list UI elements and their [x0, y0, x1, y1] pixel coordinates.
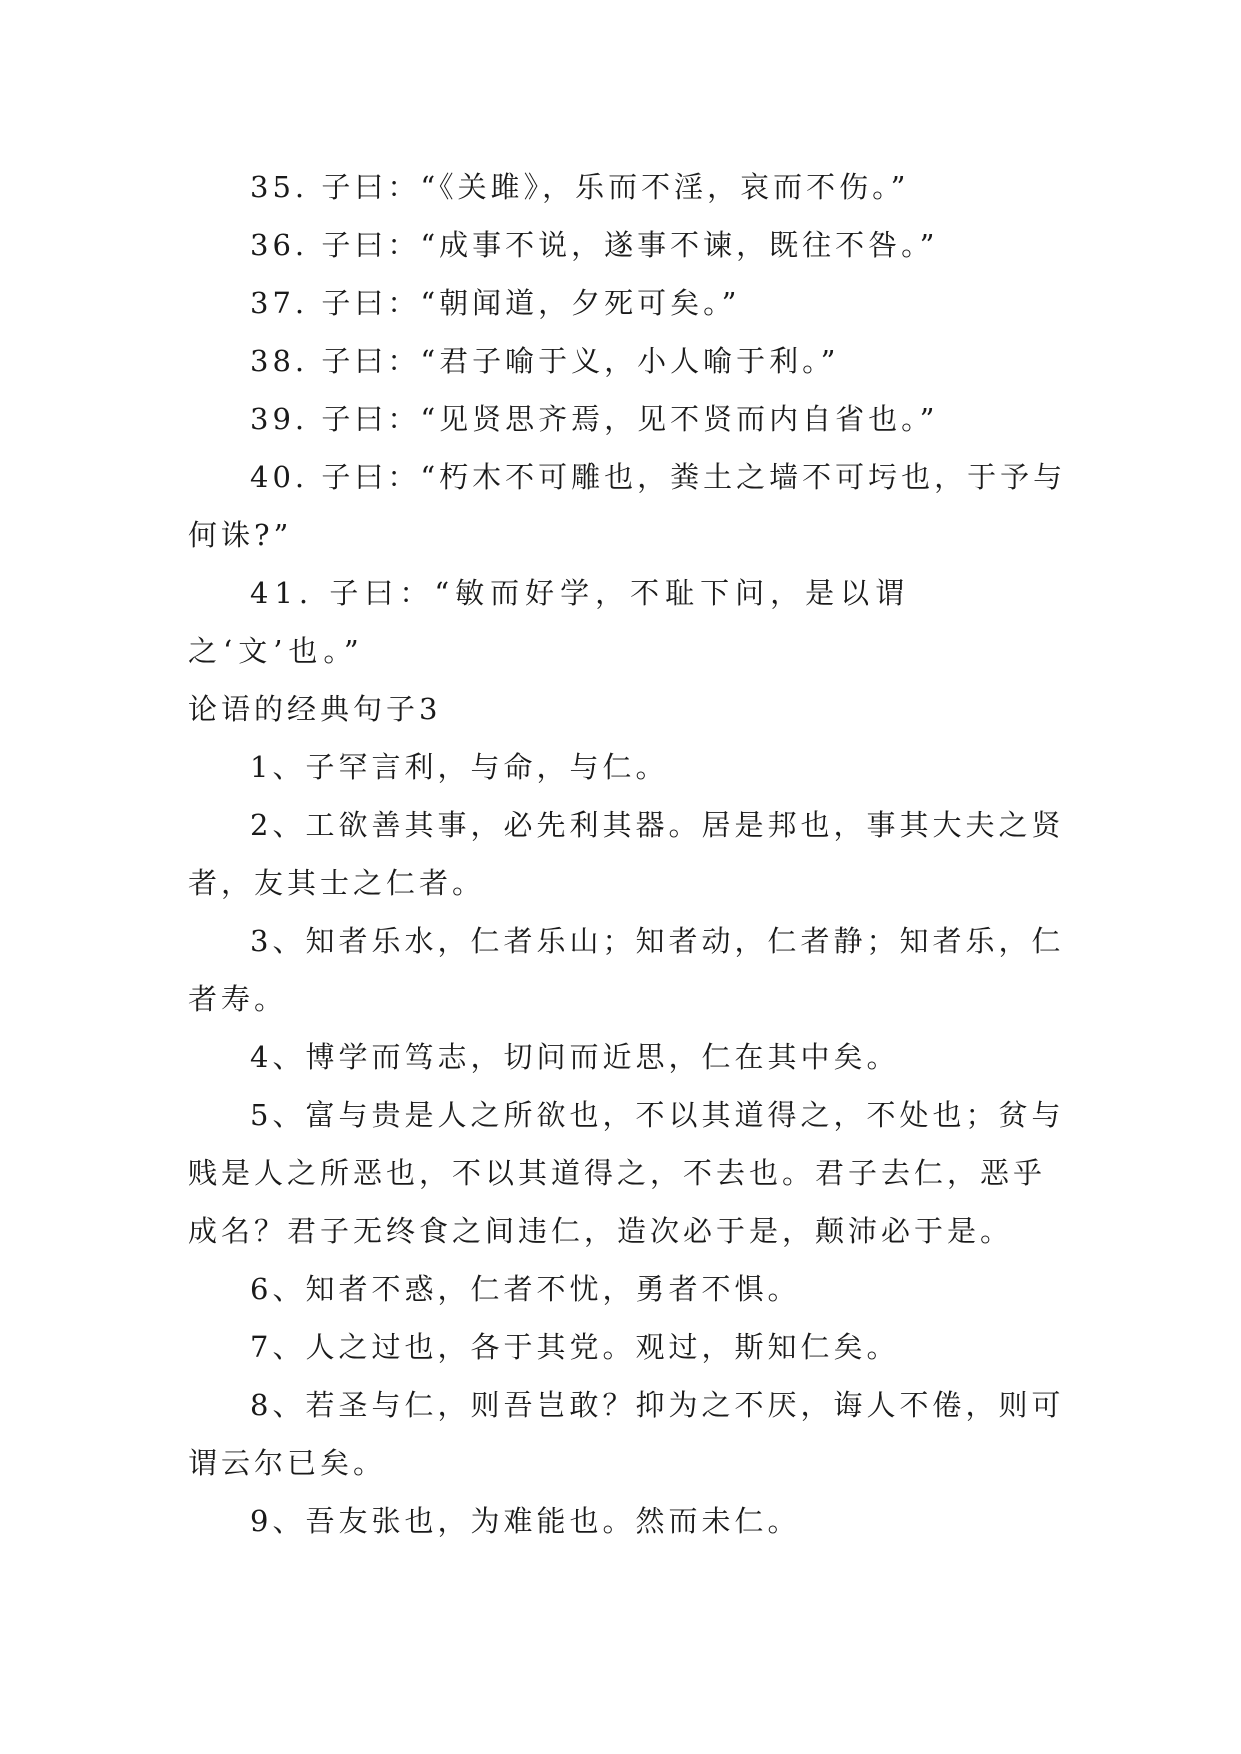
quote-38: 38. 子曰：“君子喻于义，小人喻于利。”: [250, 344, 840, 378]
sentence-2: 2、工欲善其事，必先利其器。居是邦也，事其大夫之贤者，友其士之仁者。: [188, 808, 1065, 900]
sentence-7: 7、人之过也，各于其党。观过，斯知仁矣。: [250, 1330, 900, 1364]
quote-39: 39. 子曰：“见贤思齐焉，见不贤而内自省也。”: [250, 402, 939, 436]
quote-36: 36. 子曰：“成事不说，遂事不谏，既往不咎。”: [250, 228, 939, 262]
document-body: [188, 158, 1068, 1550]
quote-41: 41. 子曰：“敏而好学，不耻下问，是以谓之‘文’也。”: [188, 576, 911, 668]
quote-40: 40. 子曰：“朽木不可雕也，粪土之墙不可圬也，于予与何诛?”: [188, 460, 1067, 552]
sentence-8: 8、若圣与仁，则吾岂敢？抑为之不厌，诲人不倦，则可谓云尔已矣。: [188, 1388, 1065, 1480]
sentence-9: 9、吾友张也，为难能也。然而未仁。: [250, 1504, 801, 1538]
quote-35: 35. 子曰：“《关雎》，乐而不淫，哀而不伤。”: [250, 170, 910, 204]
section-heading: 论语的经典句子3: [188, 692, 442, 726]
quote-37: 37. 子曰：“朝闻道，夕死可矣。”: [250, 286, 741, 320]
sentence-1: 1、子罕言利，与命，与仁。: [250, 750, 669, 784]
sentence-6: 6、知者不惑，仁者不忧，勇者不惧。: [250, 1272, 801, 1306]
sentence-3: 3、知者乐水，仁者乐山；知者动，仁者静；知者乐，仁者寿。: [188, 924, 1065, 1016]
sentence-4: 4、博学而笃志，切问而近思，仁在其中矣。: [250, 1040, 900, 1074]
sentence-5: 5、富与贵是人之所欲也，不以其道得之，不处也；贫与贱是人之所恶也，不以其道得之，不去也。君子去仁，恶乎成名？君子无终食之间违仁，造次必于是，颠沛必于是。: [188, 1098, 1065, 1248]
